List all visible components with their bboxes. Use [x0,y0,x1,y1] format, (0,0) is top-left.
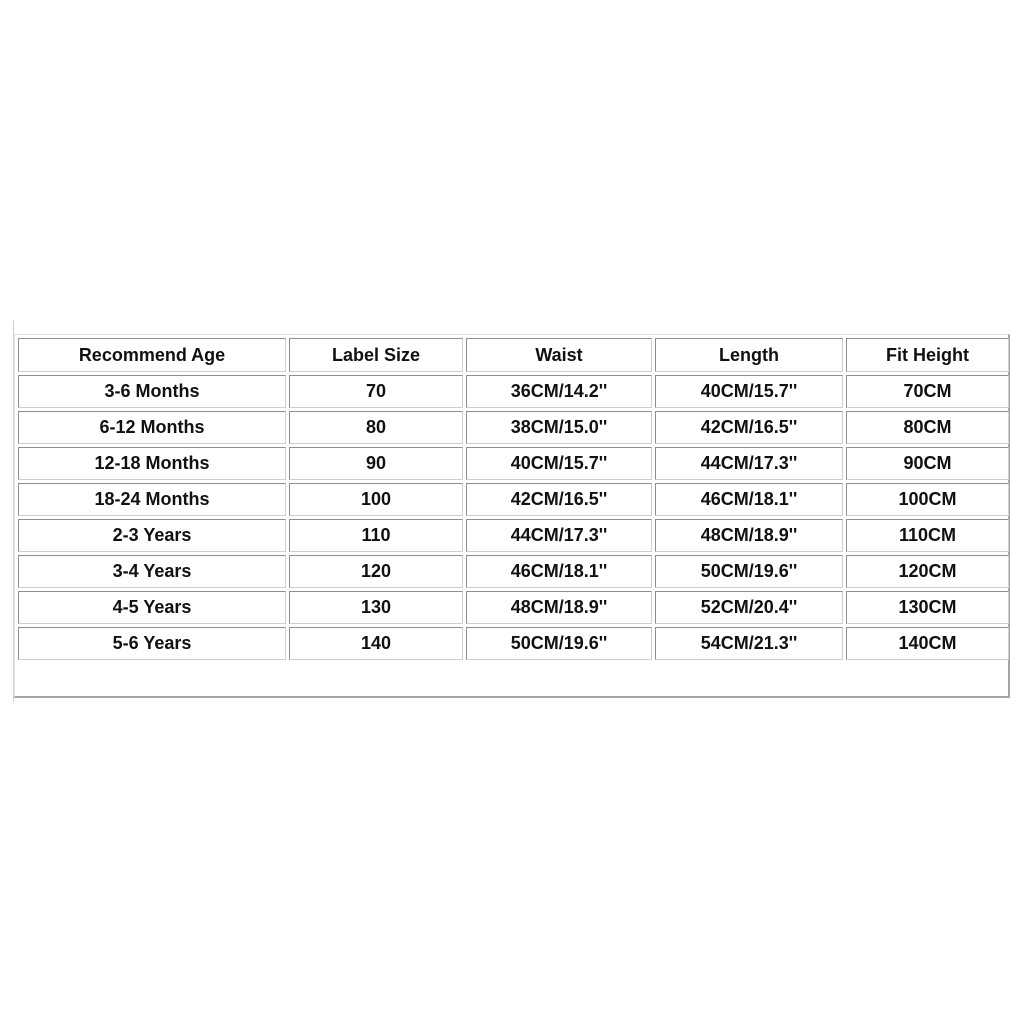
cell-waist: 42CM/16.5'' [466,483,652,516]
cell-recommend-age: 3-4 Years [18,555,286,588]
cell-label-size: 130 [289,591,463,624]
table-row [18,555,1009,588]
cell-label-size: 80 [289,411,463,444]
column-header-recommend-age: Recommend Age [18,338,286,372]
cell-waist: 50CM/19.6'' [466,627,652,660]
cell-waist: 38CM/15.0'' [466,411,652,444]
cell-recommend-age: 4-5 Years [18,591,286,624]
column-header-length: Length [655,338,843,372]
cell-fit-height: 110CM [846,519,1009,552]
table-row [18,411,1009,444]
cell-fit-height: 120CM [846,555,1009,588]
cell-length: 46CM/18.1'' [655,483,843,516]
cell-label-size: 110 [289,519,463,552]
cell-label-size: 90 [289,447,463,480]
cell-label-size: 140 [289,627,463,660]
table-row [18,483,1009,516]
cell-fit-height: 100CM [846,483,1009,516]
cell-recommend-age: 12-18 Months [18,447,286,480]
cell-recommend-age: 5-6 Years [18,627,286,660]
cell-recommend-age: 18-24 Months [18,483,286,516]
cell-length: 48CM/18.9'' [655,519,843,552]
cell-recommend-age: 2-3 Years [18,519,286,552]
table-row [18,627,1009,660]
cell-length: 54CM/21.3'' [655,627,843,660]
column-header-waist: Waist [466,338,652,372]
cell-fit-height: 80CM [846,411,1009,444]
table-row [18,591,1009,624]
cell-fit-height: 140CM [846,627,1009,660]
table-row [18,519,1009,552]
cell-waist: 36CM/14.2'' [466,375,652,408]
cell-label-size: 70 [289,375,463,408]
table-row [18,375,1009,408]
cell-recommend-age: 6-12 Months [18,411,286,444]
cell-length: 42CM/16.5'' [655,411,843,444]
cell-recommend-age: 3-6 Months [18,375,286,408]
cell-length: 44CM/17.3'' [655,447,843,480]
cell-length: 52CM/20.4'' [655,591,843,624]
cell-waist: 44CM/17.3'' [466,519,652,552]
table-row [18,447,1009,480]
cell-waist: 48CM/18.9'' [466,591,652,624]
cell-length: 40CM/15.7'' [655,375,843,408]
cell-waist: 40CM/15.7'' [466,447,652,480]
cell-label-size: 120 [289,555,463,588]
column-header-label-size: Label Size [289,338,463,372]
cell-label-size: 100 [289,483,463,516]
column-header-fit-height: Fit Height [846,338,1009,372]
size-chart-table [15,335,1012,663]
cell-waist: 46CM/18.1'' [466,555,652,588]
cell-length: 50CM/19.6'' [655,555,843,588]
table-header-row [18,338,1009,372]
cell-fit-height: 90CM [846,447,1009,480]
cell-fit-height: 70CM [846,375,1009,408]
cell-fit-height: 130CM [846,591,1009,624]
